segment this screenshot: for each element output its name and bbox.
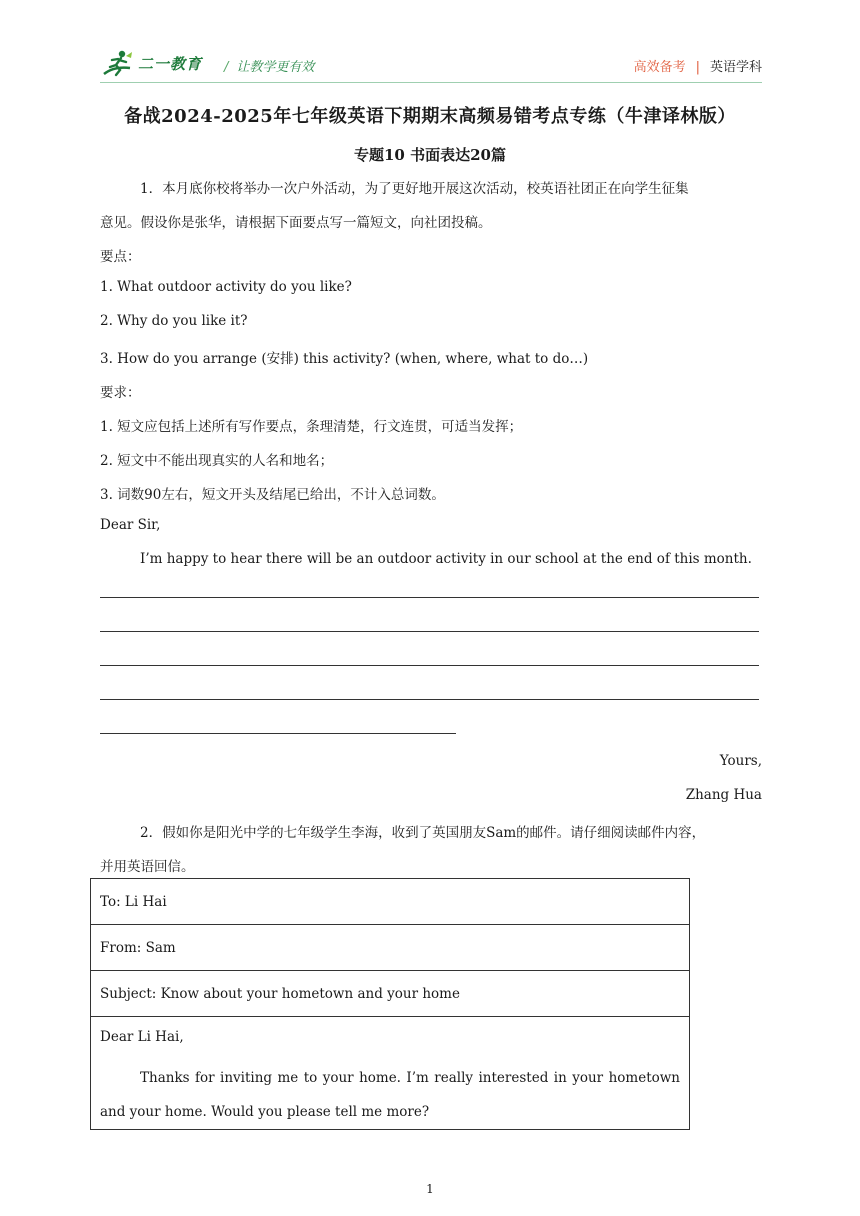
page-header <box>100 44 762 82</box>
answer-line <box>100 665 759 666</box>
q1-point-2: 2. Why do you like it? <box>100 313 248 329</box>
q1-point-1: 1. What outdoor activity do you like? <box>100 279 352 295</box>
email-to: To: Li Hai <box>91 879 690 925</box>
email-greeting: Dear Li Hai, <box>100 1029 184 1045</box>
q1-greeting: Dear Sir, <box>100 517 161 533</box>
q1-closing: Yours, <box>719 753 762 769</box>
q1-intro-line-2: 意见。假设你是张华，请根据下面要点写一篇短文，向社团投稿。 <box>100 215 492 231</box>
email-body-text: Thanks for inviting me to your home. I’m really interested in your hometown and your home. Would you please tell me more? <box>100 1070 680 1120</box>
header-divider <box>100 82 762 83</box>
answer-line <box>100 699 759 700</box>
q1-requirement-1: 1. 短文应包括上述所有写作要点，条理清楚，行文连贯，可适当发挥； <box>100 419 523 435</box>
q1-requirement-2: 2. 短文中不能出现真实的人名和地名； <box>100 453 334 469</box>
q1-point-3: 3. How do you arrange (安排) this activity? (when, where, what to do…) <box>100 351 589 367</box>
header-separator: | <box>695 60 700 75</box>
email-table <box>90 878 690 1130</box>
q1-intro-line-1: 1．本月底你校将举办一次户外活动，为了更好地开展这次活动，校英语社团正在向学生征集 <box>140 181 689 197</box>
answer-line <box>100 733 456 734</box>
slogan-text: 让教学更有效 <box>236 60 315 75</box>
document-title: 备战2024-2025年七年级英语下期期末高频易错考点专练（牛津译林版） <box>124 106 736 127</box>
header-tags <box>634 56 762 75</box>
answer-line <box>100 631 759 632</box>
email-subject: Subject: Know about your hometown and your home <box>91 971 690 1017</box>
logo-text: 二一教育 <box>138 54 203 73</box>
q1-requirements-label: 要求： <box>100 385 141 401</box>
document-subtitle: 专题10 书面表达20篇 <box>354 146 506 164</box>
prep-label: 高效备考 <box>633 60 686 75</box>
answer-line <box>100 597 759 598</box>
brand-logo <box>100 48 202 78</box>
runner-logo-icon <box>100 48 136 78</box>
subject-label: 英语学科 <box>709 60 762 75</box>
email-body <box>91 1017 690 1130</box>
q2-intro-line-1: 2．假如你是阳光中学的七年级学生李海，收到了英国朋友Sam的邮件。请仔细阅读邮件内容， <box>140 825 706 841</box>
slogan: / 让教学更有效 <box>224 60 315 75</box>
page-number: 1 <box>426 1182 434 1196</box>
q1-requirement-3: 3. 词数90左右，短文开头及结尾已给出，不计入总词数。 <box>100 487 445 503</box>
q1-opening: I’m happy to hear there will be an outdoor activity in our school at the end of this month. <box>140 551 752 567</box>
q1-signature: Zhang Hua <box>685 787 762 803</box>
q1-points-label: 要点： <box>100 249 141 265</box>
q2-intro-line-2: 并用英语回信。 <box>100 859 195 875</box>
email-from: From: Sam <box>91 925 690 971</box>
